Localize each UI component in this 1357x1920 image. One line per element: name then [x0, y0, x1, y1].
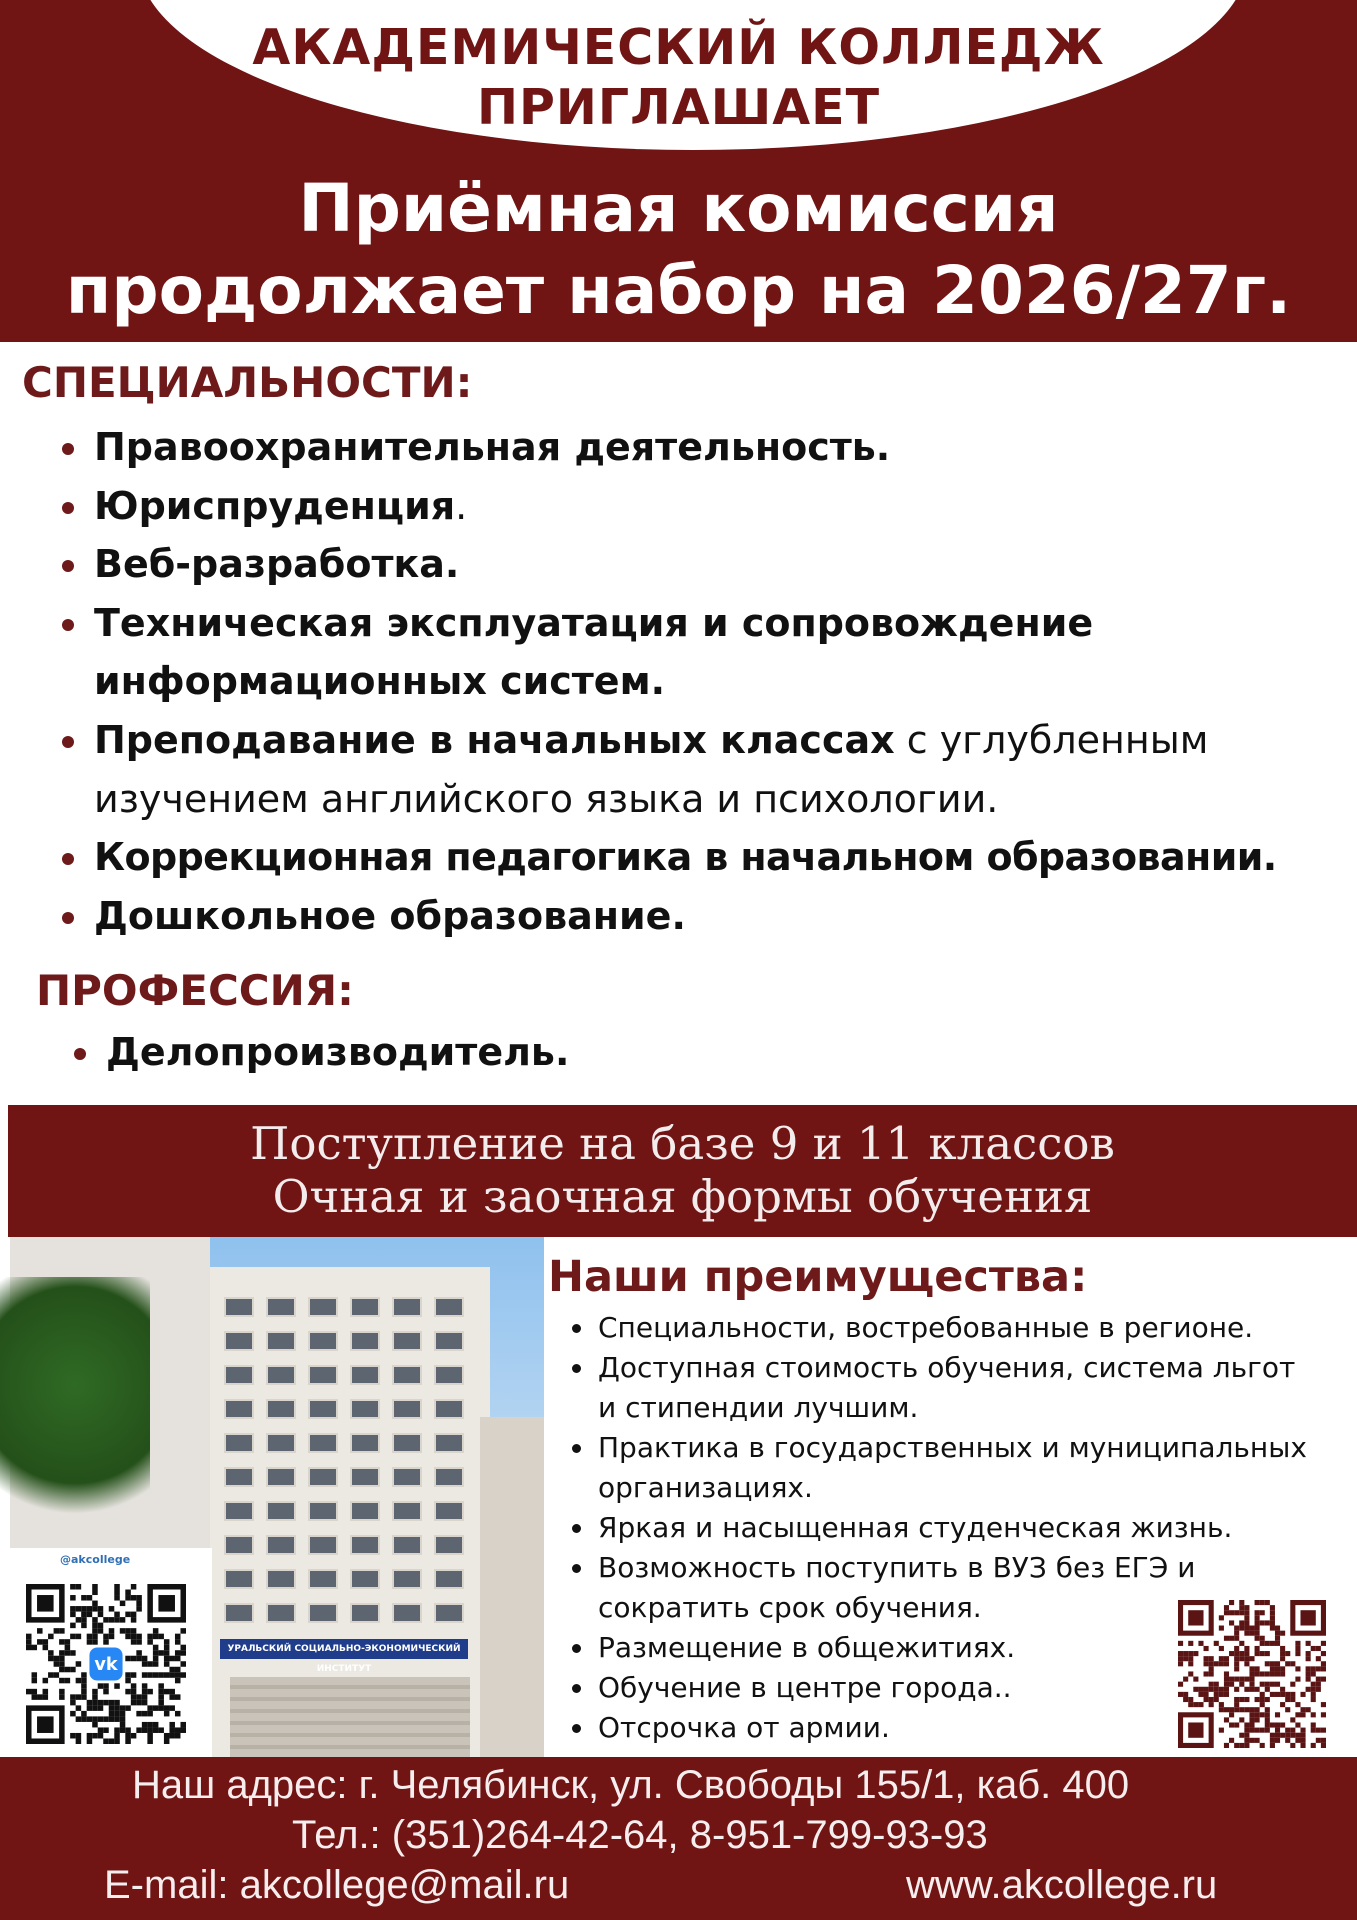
advantage-item: Яркая и насыщенная студенческая жизнь.: [568, 1508, 1348, 1548]
building-window: [224, 1433, 254, 1453]
building-window: [224, 1603, 254, 1623]
building-window: [224, 1331, 254, 1351]
building-window: [308, 1433, 338, 1453]
building-window: [392, 1467, 422, 1487]
college-title: [0, 18, 1357, 138]
building-sign: УРАЛЬСКИЙ СОЦИАЛЬНО-ЭКОНОМИЧЕСКИЙ ИНСТИТУТ: [220, 1639, 468, 1659]
profession-item: Делопроизводитель.: [72, 1024, 569, 1080]
admission-headline: [0, 168, 1357, 332]
advantage-item: Размещение в общежитиях.: [568, 1628, 1348, 1668]
specialty-item: Юриспруденция.: [60, 477, 1350, 536]
building-window: [308, 1501, 338, 1521]
building-window: [308, 1331, 338, 1351]
specialties-list: [60, 418, 1350, 945]
building-right-wing: [480, 1417, 544, 1757]
building-window: [392, 1331, 422, 1351]
phone-text[interactable]: Тел.: (351)264-42-64, 8-951-799-93-93: [292, 1813, 988, 1857]
building-window: [350, 1603, 380, 1623]
advantage-item: Возможность поступить в ВУЗ без ЕГЭ и сократить срок обучения.: [568, 1548, 1228, 1628]
building-window: [392, 1501, 422, 1521]
address-text: Наш адрес: г. Челябинск, ул. Свободы 155/1, каб. 400: [132, 1763, 1130, 1807]
building-window: [350, 1331, 380, 1351]
college-title-line2: ПРИГЛАШАЕТ: [476, 79, 881, 136]
building-window: [266, 1365, 296, 1385]
college-title-line1: АКАДЕМИЧЕСКИЙ КОЛЛЕДЖ: [252, 19, 1105, 76]
building-window: [266, 1297, 296, 1317]
building-window: [266, 1467, 296, 1487]
building-window: [392, 1399, 422, 1419]
advantage-item: Обучение в центре города..: [568, 1668, 1348, 1708]
building-window: [434, 1433, 464, 1453]
building-stairs: [230, 1677, 470, 1757]
advantage-item: Доступная стоимость обучения, система льгот и стипендии лучшим.: [568, 1348, 1318, 1428]
admission-headline-line2: продолжает набор на 2026/27г.: [65, 252, 1292, 329]
building-window: [350, 1297, 380, 1317]
building-window: [308, 1365, 338, 1385]
building-window: [224, 1297, 254, 1317]
profession-list: [72, 1024, 569, 1080]
building-window: [266, 1331, 296, 1351]
building-window: [224, 1399, 254, 1419]
building-window: [266, 1399, 296, 1419]
building-window: [308, 1399, 338, 1419]
building-window: [392, 1569, 422, 1589]
advantages-title: Наши преимущества:: [548, 1252, 1088, 1302]
building-window: [434, 1569, 464, 1589]
building-window: [308, 1603, 338, 1623]
advantage-item: Специальности, востребованные в регионе.: [568, 1308, 1348, 1348]
admission-info-bar: [8, 1105, 1357, 1237]
advantage-item: Практика в государственных и муниципальных организациях.: [568, 1428, 1348, 1508]
header-banner: [0, 0, 1357, 342]
building-window: [308, 1569, 338, 1589]
email-link[interactable]: E-mail: akcollege@mail.ru: [104, 1863, 570, 1907]
building-window: [350, 1569, 380, 1589]
building-window: [434, 1331, 464, 1351]
building-window: [350, 1399, 380, 1419]
building-window: [350, 1433, 380, 1453]
specialty-item: Правоохранительная деятельность.: [60, 418, 1350, 477]
vk-qr-code[interactable]: [26, 1584, 186, 1744]
tree: [0, 1277, 150, 1547]
building-window: [392, 1433, 422, 1453]
specialty-item: Дошкольное образование.: [60, 887, 1350, 946]
building-window: [224, 1467, 254, 1487]
website-link[interactable]: www.akcollege.ru: [906, 1863, 1218, 1907]
building-window: [434, 1467, 464, 1487]
building-window: [224, 1501, 254, 1521]
advantage-item: Отсрочка от армии.: [568, 1708, 1348, 1748]
building-window: [308, 1535, 338, 1555]
admission-basis: Поступление на базе 9 и 11 классов: [250, 1117, 1115, 1170]
admission-headline-line1: Приёмная комиссия: [298, 170, 1059, 247]
building-window: [392, 1603, 422, 1623]
building-window: [434, 1365, 464, 1385]
profession-title: ПРОФЕССИЯ:: [36, 966, 354, 1015]
building-window: [350, 1365, 380, 1385]
building-window: [266, 1535, 296, 1555]
building-window: [350, 1501, 380, 1521]
building-window: [266, 1501, 296, 1521]
building-window: [392, 1365, 422, 1385]
building-window: [224, 1535, 254, 1555]
specialty-item: Преподавание в начальных классах с углубленным изучением английского языка и психологии.: [60, 711, 1220, 828]
building-window: [224, 1569, 254, 1589]
building-window: [350, 1535, 380, 1555]
building-window: [392, 1297, 422, 1317]
svg-text:vk: vk: [94, 1655, 118, 1676]
website-qr-code[interactable]: [1178, 1600, 1326, 1748]
building-window: [392, 1535, 422, 1555]
specialty-item: Техническая эксплуатация и сопровождение информационных систем.: [60, 594, 1160, 711]
vk-logo-icon: [89, 1647, 122, 1680]
building-window: [266, 1569, 296, 1589]
building-window: [434, 1297, 464, 1317]
building-window: [224, 1365, 254, 1385]
building-window: [266, 1433, 296, 1453]
building-window: [434, 1501, 464, 1521]
building-window: [308, 1467, 338, 1487]
building-window: [266, 1603, 296, 1623]
vk-handle: @akcollege: [60, 1553, 131, 1566]
specialties-title: СПЕЦИАЛЬНОСТИ:: [22, 358, 473, 407]
building-window: [434, 1535, 464, 1555]
specialty-item: Коррекционная педагогика в начальном образовании.: [60, 828, 1350, 887]
building-window: [434, 1603, 464, 1623]
building-window: [434, 1399, 464, 1419]
building-window: [308, 1297, 338, 1317]
contacts-footer: [0, 1757, 1357, 1920]
building-window: [350, 1467, 380, 1487]
study-forms: Очная и заочная формы обучения: [272, 1170, 1093, 1223]
specialty-item: Веб-разработка.: [60, 535, 1350, 594]
